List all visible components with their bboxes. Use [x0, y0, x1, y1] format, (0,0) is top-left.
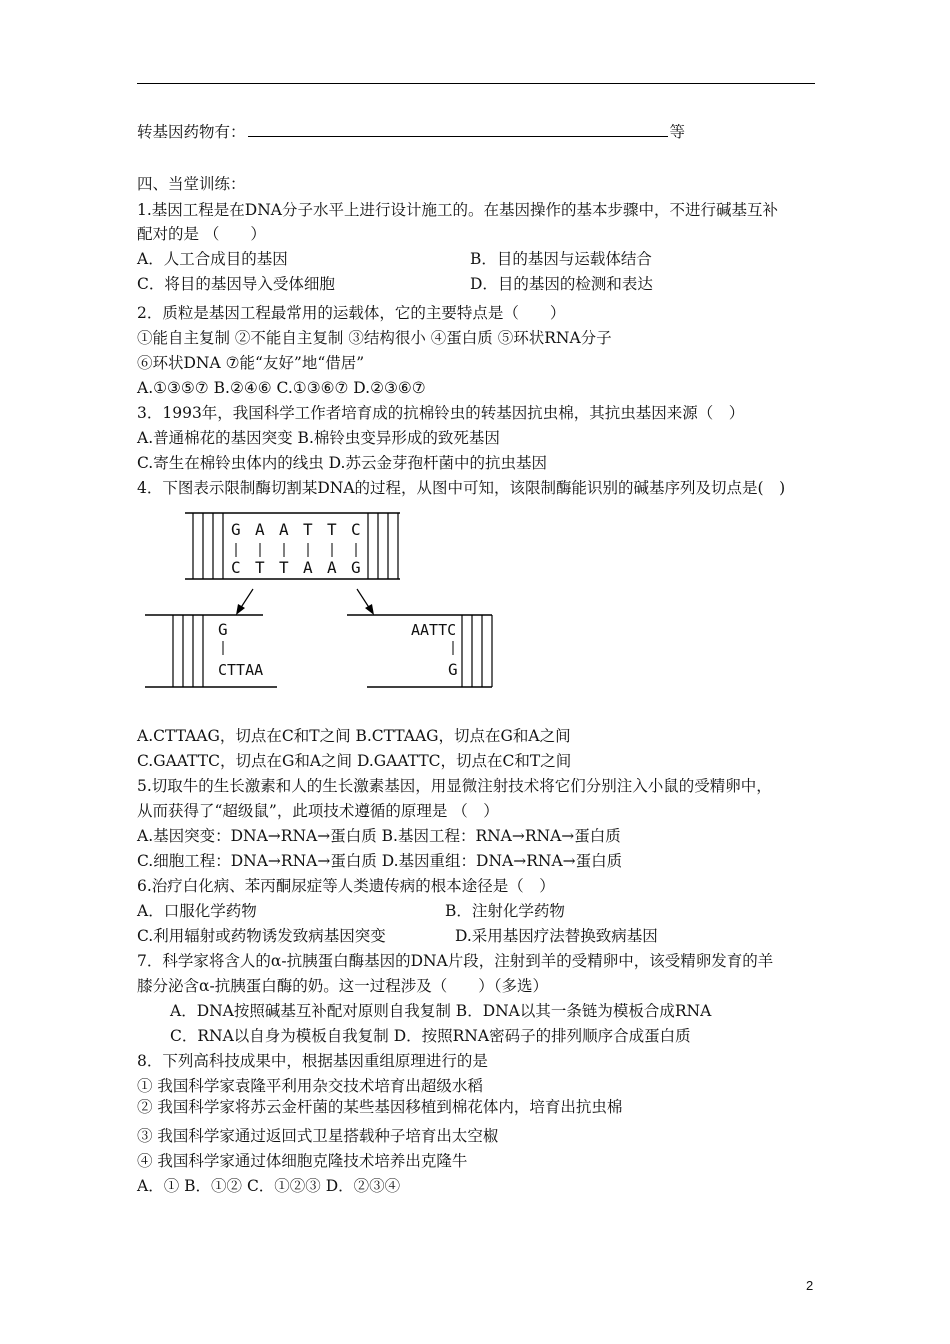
- q4-line-a: A.CTTAAG，切点在C和T之间 B.CTTAAG，切点在G和A之间: [137, 727, 571, 745]
- q2-options-a: ①能自主复制 ②不能自主复制 ③结构很小 ④蛋白质 ⑤环状RNA分子: [137, 329, 612, 347]
- q1-option-a: A．人工合成目的基因: [137, 250, 288, 268]
- dna-cut-diagram: [135, 505, 535, 695]
- q3-line-b: C.寄生在棉铃虫体内的线虫 D.苏云金芽孢杆菌中的抗虫基因: [137, 454, 547, 472]
- q3-stem: 3．1993年，我国科学工作者培育成的抗棉铃虫的转基因抗虫棉，其抗虫基因来源（ ）: [137, 404, 745, 422]
- q6-option-a: A．口服化学药物: [137, 902, 257, 920]
- bottom-base-4: A: [303, 558, 313, 577]
- q5-stem-b: 从而获得了“超级鼠”，此项技术遵循的原理是 （ ）: [137, 802, 499, 820]
- section-title: 四、当堂训练：: [137, 175, 246, 193]
- q8-item-4: ④ 我国科学家通过体细胞克隆技术培养出克隆牛: [137, 1152, 468, 1170]
- q5-line-a: A.基因突变：DNA→RNA→蛋白质 B.基因工程：RNA→RNA→蛋白质: [137, 827, 621, 845]
- q7-stem-b: 膝分泌含α-抗胰蛋白酶的奶。这一过程涉及（ ）（多选）: [137, 977, 548, 995]
- top-strand: [231, 520, 361, 539]
- top-base-5: T: [327, 520, 337, 539]
- q5-stem-a: 5.切取牛的生长激素和人的生长激素基因，用显微注射技术将它们分别注入小鼠的受精卵中，: [137, 777, 772, 795]
- right-fragment-bottom: G: [448, 660, 458, 679]
- q8-stem: 8．下列高科技成果中，根据基因重组原理进行的是: [137, 1052, 488, 1070]
- bottom-base-5: A: [327, 558, 337, 577]
- cut-arrow-right: [357, 589, 374, 615]
- q8-choices: A．① B．①② C．①②③ D．②③④: [137, 1177, 401, 1195]
- intro-suffix: 等: [669, 123, 686, 141]
- right-fragment: [347, 615, 492, 687]
- q2-stem: 2．质粒是基因工程最常用的运载体，它的主要特点是（ ）: [137, 304, 566, 322]
- intro-line: [137, 122, 685, 142]
- q6-option-b: B．注射化学药物: [445, 902, 565, 920]
- q8-item-2: ② 我国科学家将苏云金杆菌的某些基因移植到棉花体内，培育出抗虫棉: [137, 1098, 623, 1116]
- q1-stem-a: 1.基因工程是在DNA分子水平上进行设计施工的。在基因操作的基本步骤中，不进行碱基互补: [137, 201, 778, 219]
- q6-option-d: D.采用基因疗法替换致病基因: [455, 927, 658, 945]
- bottom-strand: [231, 558, 361, 577]
- q6-option-c: C.利用辐射或药物诱发致病基因突变: [137, 927, 386, 945]
- q7-line-b: C．RNA以自身为模板自我复制 D．按照RNA密码子的排列顺序合成蛋白质: [170, 1027, 691, 1045]
- top-base-2: A: [255, 520, 265, 539]
- top-base-6: C: [351, 520, 361, 539]
- q2-choices: A.①③⑤⑦ B.②④⑥ C.①③⑥⑦ D.②③⑥⑦: [137, 379, 426, 397]
- q2-options-b: ⑥环状DNA ⑦能“友好”地“借居”: [137, 354, 365, 372]
- q8-item-1: ① 我国科学家袁隆平利用杂交技术培育出超级水稻: [137, 1077, 483, 1095]
- q4-line-b: C.GAATTC，切点在G和A之间 D.GAATTC，切点在C和T之间: [137, 752, 572, 770]
- q6-stem: 6.治疗白化病、苯丙酮尿症等人类遗传病的根本途径是（ ）: [137, 877, 555, 895]
- bottom-base-2: T: [255, 558, 265, 577]
- left-fragment-bottom: CTTAA: [218, 661, 264, 679]
- top-base-3: A: [279, 520, 289, 539]
- cut-arrow-left: [236, 589, 253, 615]
- q3-line-a: A.普通棉花的基因突变 B.棉铃虫变异形成的致死基因: [137, 429, 500, 447]
- q7-stem-a: 7．科学家将含人的α-抗胰蛋白酶基因的DNA片段，注射到羊的受精卵中，该受精卵发育的羊: [137, 952, 774, 970]
- q8-item-3: ③ 我国科学家通过返回式卫星搭载种子培育出太空椒: [137, 1127, 499, 1145]
- q1-stem-b: 配对的是 （ ）: [137, 225, 266, 243]
- bottom-base-6: G: [351, 558, 361, 577]
- q1-option-d: D．目的基因的检测和表达: [470, 275, 653, 293]
- q7-line-a: A．DNA按照碱基互补配对原则自我复制 B．DNA以其一条链为模板合成RNA: [170, 1002, 712, 1020]
- top-base-1: G: [231, 520, 241, 539]
- left-fragment-top: G: [218, 620, 228, 639]
- top-base-4: T: [303, 520, 313, 539]
- intro-label: 转基因药物有：: [137, 123, 246, 141]
- q4-stem: 4．下图表示限制酶切割某DNA的过程，从图中可知，该限制酶能识别的碱基序列及切点是( ): [137, 479, 786, 497]
- right-fragment-top: AATTC: [411, 621, 457, 639]
- page-number: 2: [806, 1278, 814, 1293]
- header-rule: [137, 83, 815, 84]
- q5-line-b: C.细胞工程：DNA→RNA→蛋白质 D.基因重组：DNA→RNA→蛋白质: [137, 852, 623, 870]
- left-fragment: [145, 615, 277, 687]
- bottom-base-3: T: [279, 558, 289, 577]
- bottom-base-1: C: [231, 558, 241, 577]
- q1-option-c: C．将目的基因导入受体细胞: [137, 275, 335, 293]
- fill-blank[interactable]: [248, 122, 668, 137]
- q1-option-b: B．目的基因与运载体结合: [470, 250, 652, 268]
